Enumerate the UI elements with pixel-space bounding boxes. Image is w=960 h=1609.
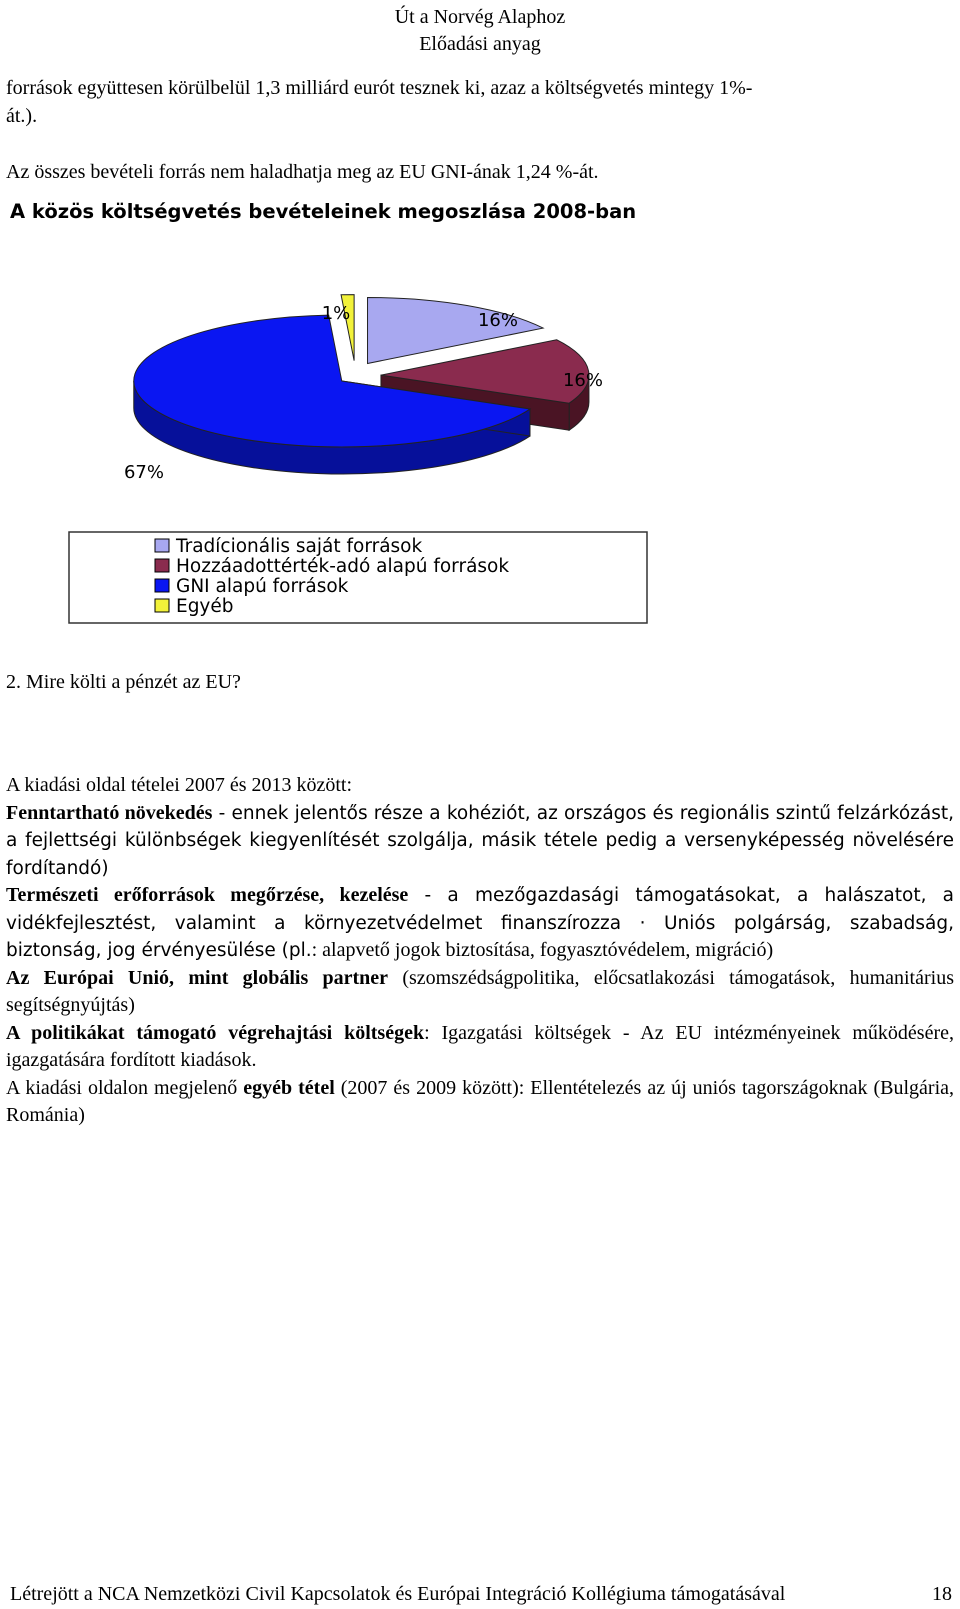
item-pre: A kiadási oldalon megjelenő: [6, 1076, 244, 1099]
pie-value-label: 16%: [477, 310, 519, 331]
item-title: Természeti erőforrások megőrzése, kezelése: [6, 884, 409, 906]
legend-swatch: [155, 579, 169, 592]
item-title: A politikákat támogató végrehajtási költségek: [6, 1021, 425, 1044]
item-title: Az Európai Unió, mint globális partner: [6, 966, 389, 989]
intro-line-1: források együttesen körülbelül 1,3 milliárd eurót tesznek ki, azaz a költségvetés mintegy 1%-: [6, 77, 753, 99]
item-title: egyéb tétel: [243, 1076, 335, 1099]
expenditure-intro: A kiadási oldal tételei 2007 és 2013 között:: [6, 774, 353, 796]
item-text: (szomszédságpolitika, előcsatlakozási támogatások, humanitárius segítségnyújtás): [6, 966, 954, 1016]
item-global-partner: [6, 965, 954, 1020]
chart-title: A közös költségvetés bevételeinek megoszlása 2008-ban: [10, 200, 637, 223]
pie-value-label: 67%: [123, 462, 165, 483]
pie-value-label: 1%: [321, 303, 351, 324]
item-title: Fenntartható növekedés: [6, 801, 213, 824]
legend-label: Hozzáadottérték-adó alapú források: [176, 556, 510, 577]
intro-line-2: át.).: [6, 105, 38, 127]
legend-label: Egyéb: [176, 596, 234, 617]
item-text: - ennek jelentős része a kohéziót, az országos és regionális szintű felzárkózást, a fejlettségi különbségek kiegyenlítését szolgálja, másik tétele pedig a versenyképesség növelésére fordítandó): [6, 802, 954, 879]
legend-swatch: [155, 539, 169, 552]
revenue-pie-chart: [10, 196, 710, 646]
pie-group: [134, 295, 589, 474]
header-title: Út a Norvég Alaphoz: [394, 6, 566, 28]
item-text: : Igazgatási költségek - Az EU intézményeinek működésére, igazgatására fordított kiadások.: [6, 1021, 955, 1071]
item-text: - a mezőgazdasági támogatásokat, a halászatot, a vidékfejlesztést, valamint a környezetvédelmet finanszírozza · Uniós polgárság, szabadság, biztonság, jog érvényesülése (pl.: [6, 885, 955, 961]
legend-label: Tradícionális saját források: [176, 536, 423, 557]
item-other: [6, 1075, 954, 1130]
item-text-cont: : alapvető jogok biztosítása, fogyasztóvédelem, migráció): [311, 939, 774, 961]
section-heading: 2. Mire költi a pénzét az EU?: [6, 671, 241, 693]
header-subtitle: Előadási anyag: [419, 33, 541, 55]
legend-swatch: [155, 559, 169, 572]
item-natural-resources: [6, 882, 954, 965]
legend-label: GNI alapú források: [176, 576, 349, 597]
expenditure-list: [6, 772, 954, 1130]
item-administration: [6, 1020, 954, 1075]
legend-swatch: [155, 599, 169, 612]
item-text: (2007 és 2009 között): Ellentételezés az új uniós tagországoknak (Bulgária, Románia): [6, 1076, 954, 1126]
page-number: 18: [932, 1583, 952, 1605]
pie-value-label: 16%: [562, 370, 604, 391]
item-sustainable-growth: [6, 800, 954, 883]
intro-line-3: Az összes bevételi forrás nem haladhatja meg az EU GNI-ának 1,24 %-át.: [6, 161, 599, 183]
footer-text: Létrejött a NCA Nemzetközi Civil Kapcsolatok és Európai Integráció Kollégiuma támogatásával: [10, 1583, 786, 1605]
page-footer: [10, 1582, 952, 1606]
page-header: [0, 4, 960, 58]
